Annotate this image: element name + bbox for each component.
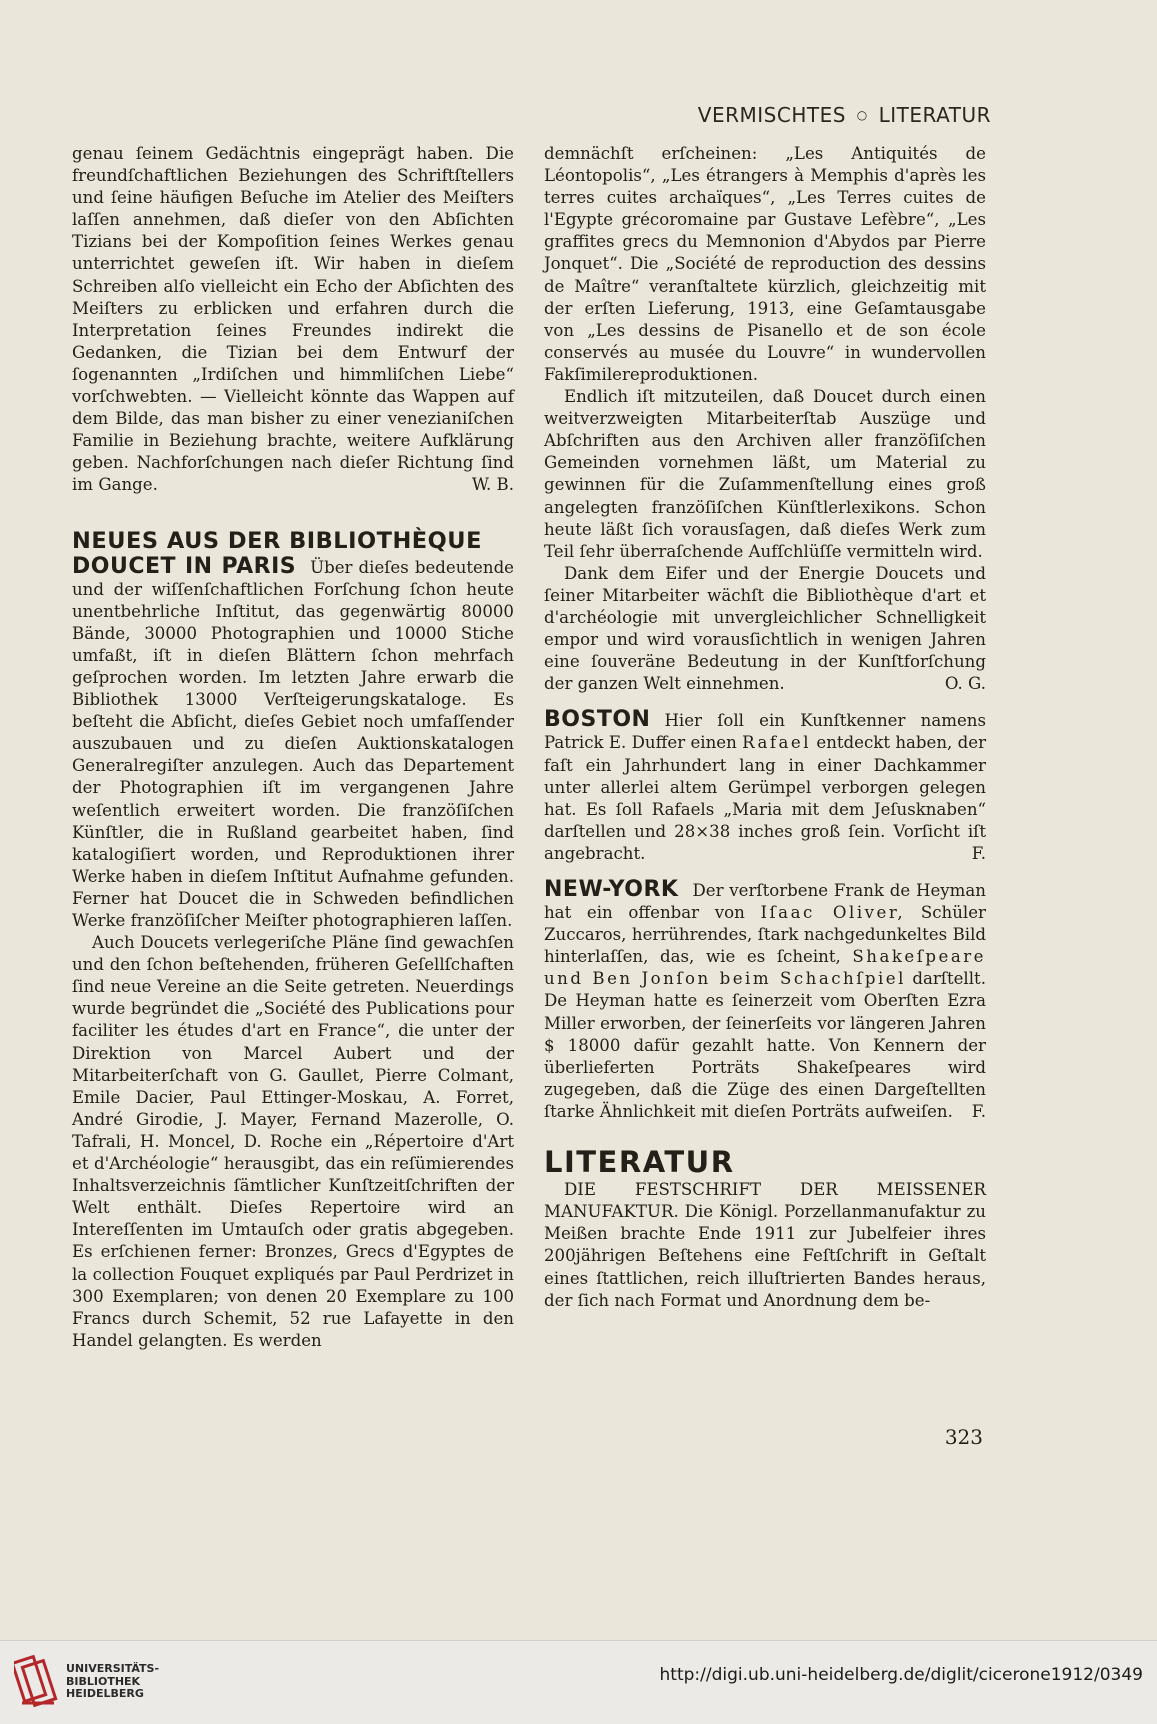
paragraph [544, 386, 986, 563]
heading-line: NEUES AUS DER BIBLIOTHÈQUE [72, 527, 482, 554]
paragraph [72, 143, 514, 497]
section-heading-new-york: NEW-YORK [544, 877, 679, 902]
paragraph-boston [544, 709, 986, 865]
paragraph-text: Der verſtorbene Frank de Heyman hat ein offenbar von [544, 881, 986, 923]
emphasized-name: Rafael [742, 733, 812, 753]
paragraph-text: demnächſt erſcheinen: „Les Antiquités de Léontopolis“, „Les étrangers à Memphis d'après les terres cuites archaïques“, „Les Terres cuites de l'Egypte grécoromaine par Gustave Lefèbre“, „Les graffites grecs du Memnonion d'Abydos par Pierre Jonquet“. Die „Société de reproduction des dessins de Maître“ veranſtaltete kürzlich, gleichzeitig mit der erſten Lieferung, 1913, eine Geſamtausgabe von „Les dessins de Pisanello et de son école conservés au musée du Louvre“ in wundervollen Fakſimilereproduktionen. [544, 144, 986, 384]
running-header-section: VERMISCHTES [697, 103, 846, 127]
paragraph-text: DIE FESTSCHRIFT DER MEISSENER MANUFAKTUR. Die Königl. Porzellanmanufaktur zu Meißen brachte Ende 1911 zur Jubelfeier ihres 200jährigen Beſtehens eine Feſtſchrift in Geſtalt eines ſtattlichen, reich illuſtrierten Bandes heraus, der ſich nach Format und Anordnung dem be- [544, 1180, 986, 1310]
paragraph [72, 553, 515, 933]
paragraph [72, 932, 514, 1352]
section-heading-boston: BOSTON [544, 707, 651, 733]
author-signature: F. [971, 843, 986, 863]
page-number: 323 [944, 1425, 983, 1449]
paragraph [544, 143, 986, 386]
paragraph-text: Über dieſes bedeutende und der wiſſenſchaftlichen Forſchung ſchon heute unentbehrliche Inſtitut, das gegenwärtig 80000 Bände, 30000 Photographien und 10000 Stiche umfaßt, iſt in dieſen Blättern ſchon mehrfach geſprochen worden. Im letzten Jahre erwarb die Bibliothek 13000 Verſteigerungskataloge. Es beſteht die Abſicht, dieſes Gebiet noch umfaſſender auszubauen und zu dieſen Auktionskatalogen Generalregiſter anzulegen. Auch das Departement der Photographien iſt im vergangenen Jahre weſentlich erweitert worden. Die franzöſiſchen Künſtler, die in Rußland gearbeitet haben, ſind katalogiſiert worden, und Reproduktionen ihrer Werke haben in dieſem Inſtitut Aufnahme gefunden. Ferner hat Doucet die in Schweden befindlichen Werke franzöſiſcher Meiſter photographieren laſſen. [72, 557, 515, 930]
paragraph-text: darſtellt. De Heyman hatte es ſeinerzeit vom Oberſten Ezra Miller erworben, der ſeinerſeits vor längeren Jahren $ 18000 dafür gezahlt hatte. Von Kennern der überlieferten Porträts Shakeſpeares wird zugegeben, daß die Züge des einen Dargeſtellten ſtarke Ähnlichkeit mit dieſen Porträts aufweiſen. [544, 969, 986, 1121]
paragraph-text: Hier ſoll ein Kunſtkenner namens Patrick E. Duffer einen [544, 711, 986, 753]
paragraph-text: Endlich iſt mitzuteilen, daß Doucet durch einen weitverzweigten Mitarbeiterſtab Auszüge und Abſchriften aus den Archiven aller franzöſiſchen Gemeinden vornehmen läßt, um Material zu gewinnen für die Zuſammenſtellung eines groß angelegten franzöſiſchen Künſtlerlexikons. Schon heute läßt ſich vorausſagen, daß dieſes Werk zum Teil ſehr überraſchende Aufſchlüſſe vermitteln wird. [544, 387, 986, 561]
emphasized-name: Iſaac Oliver, [760, 903, 906, 923]
digitization-footer [0, 1640, 1157, 1724]
right-column [544, 143, 986, 1312]
library-logo-icon [14, 1651, 58, 1709]
running-header [698, 103, 991, 127]
section-heading-literatur: LITERATUR [544, 1145, 735, 1180]
section-heading-doucet: DOUCET IN PARIS [72, 553, 297, 579]
paragraph-new-york [544, 879, 986, 1123]
paragraph-text: entdeckt haben, der faſt ein Jahrhundert lang in einer Dachkammer unter allerlei altem Gerümpel verborgen gelegen hat. Es ſoll Rafaels „Maria mit dem Jeſusknaben“ darſtellen und 28×38 inches groß ſein. Vorſicht iſt angebracht. [544, 733, 987, 863]
permalink-url[interactable]: http://digi.ub.uni-heidelberg.de/diglit/cicerone1912/0349 [659, 1665, 1143, 1685]
paragraph-text: Auch Doucets verlegeriſche Pläne ſind gewachſen und den ſchon beſtehenden, früheren Geſellſchaften ſind neue Vereine an die Seite getreten. Neuerdings wurde begründet die „Société des Publications pour faciliter les études d'art en France“, die unter der Direktion von Marcel Aubert und der Mitarbeiterſchaft von G. Gaullet, Pierre Colmant, Emile Dacier, Paul Ettinger-Moskau, A. Forret, André Girodie, J. Mayer, Fernand Mazerolle, O. Tafrali, H. Moncel, D. Roche ein „Répertoire d'Art et d'Archéologie“ herausgibt, das ein reſümierendes Inhaltsverzeichnis ſämtlicher Kunſtzeitſchriften der Welt enthält. Dieſes Repertoire wird an Intereſſenten im Umtauſch oder gratis abgegeben. Es erſchienen ferner: Bronzes, Grecs d'Egyptes de la collection Fouquet expliqués par Paul Perdrizet in 300 Exemplaren; von denen 20 Exemplare zu 100 Francs durch Schemit, 52 rue Lafayette in den Handel gelangten. Es werden [72, 933, 514, 1350]
paragraph-text: Dank dem Eifer und der Energie Doucets und ſeiner Mitarbeiter wächſt die Bibliothèque d'art et d'archéologie mit unvergleichlicher Schnelligkeit empor und wird vorausſichtlich in wenigen Jahren eine ſouveräne Bedeutung in der Kunſtforſchung der ganzen Welt einnehmen. [544, 563, 986, 694]
paragraph [544, 563, 986, 696]
paragraph-text: Schüler Zuccaros, herrührendes, ſtark nachgedunkeltes Bild hinterlaſſen, das, wie es ſcheint, [544, 903, 986, 967]
paragraph [544, 1179, 986, 1312]
section-heading-bibliotheque [72, 527, 514, 556]
left-column [72, 143, 514, 1352]
running-header-subsection: LITERATUR [878, 103, 991, 127]
header-separator: ○ [856, 108, 868, 122]
author-signature: F. [971, 1101, 986, 1121]
author-signature: W. B. [471, 475, 514, 495]
library-logo-text: UNIVERSITÄTS- BIBLIOTHEK HEIDELBERG [66, 1662, 160, 1700]
author-signature: O. G. [944, 674, 986, 694]
paragraph-text: genau ſeinem Gedächtnis eingeprägt haben. Die freundſchaftlichen Beziehungen des Schriftſtellers und ſeine häufigen Beſuche im Atelier des Meiſters laſſen annehmen, daß dieſer von den Abſichten Tizians bei der Kompoſition ſeines Werkes genau unterrichtet geweſen iſt. Wir haben in dieſem Schreiben alſo vielleicht ein Echo der Abſichten des Meiſters zu erblicken und erfahren durch die Interpretation ſeines Freundes indirekt die Gedanken, die Tizian bei dem Entwurf der ſogenannten „Irdiſchen und himmliſchen Liebe“ vorſchwebten. — Vielleicht könnte das Wappen auf dem Bilde, das man bisher zu einer venezianiſchen Familie in Beziehung brachte, weitere Aufklärung geben. Nachforſchungen nach dieſer Richtung ſind im Gange. [72, 144, 514, 495]
emphasized-title: Shakeſpeare und Ben Jonſon beim Schachſpiel [544, 947, 986, 989]
